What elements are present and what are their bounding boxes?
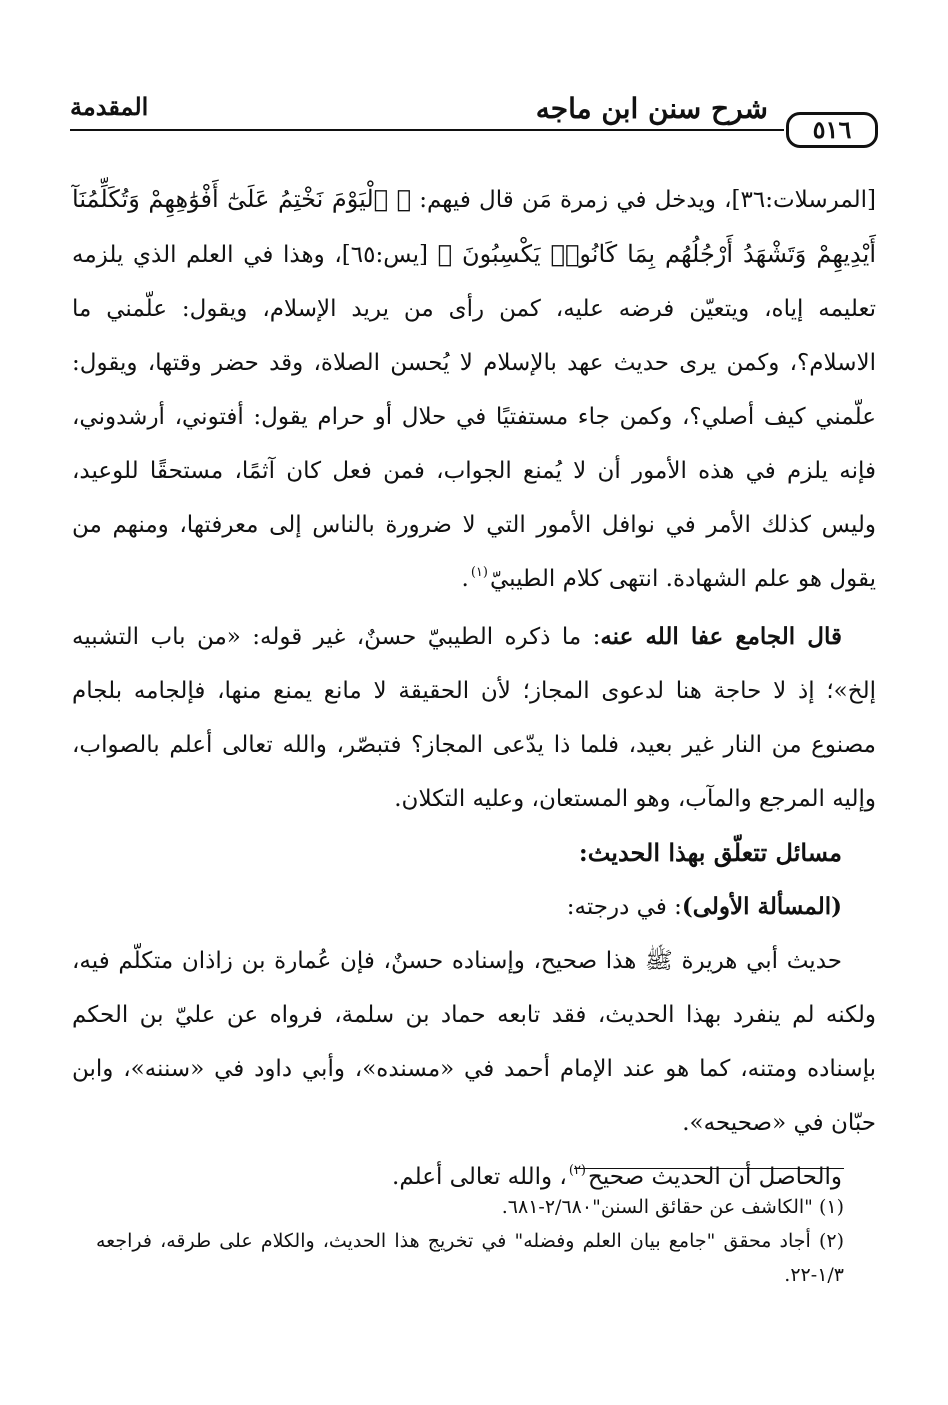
header-rule	[70, 129, 784, 131]
section-title: المقدمة	[70, 92, 149, 121]
paragraph-2	[72, 610, 876, 826]
footnotes	[96, 1190, 844, 1292]
paragraph-2-body: : ما ذكره الطيبيّ حسنٌ، غير قوله: «من باب التشبيه إلخ»؛ إذ لا حاجة هنا لدعوى المجاز؛ لأن الحقيقة لا مانع يمنع منها، فإلجامه بلجام مصنوع من النار غير بعيد، فلما ذا يدّعى المجاز؟ فتبصّر، والله تعالى أعلم بالصواب، وإليه المرجع والمآب، وهو المستعان، وعليه التكلان.	[72, 624, 876, 812]
footnote-2: (٢) أجاد محقق "جامع بيان العلم وفضله" في تخريج هذا الحديث، والكلام على طرقه، فراجعه ١/٣-٢٢.	[96, 1230, 844, 1286]
question-1-label: (المسألة الأولى)	[681, 893, 842, 920]
paragraph-3: حديث أبي هريرة ﷺ هذا صحيح، وإسناده حسنٌ، فإن عُمارة بن زاذان متكلّم فيه، ولكنه لم ينفرد بهذا الحديث، فقد تابعه حماد بن سلمة، فرواه عن عليّ بن الحكم بإسناده ومتنه، كما هو عند الإمام أحمد في «مسنده»، وأبي داود في «سننه»، وابن حبّان في «صحيحه».	[72, 948, 876, 1136]
footnote-ref-2: (٢)	[568, 1163, 586, 1178]
footnote-1: (١) "الكاشف عن حقائق السنن"٢/٦٨٠-٦٨١.	[501, 1196, 844, 1218]
paragraph-1-body: [يس:٦٥]، وهذا في العلم الذي يلزمه تعليمه إياه، ويتعيّن فرضه عليه، كمن رأى من يريد الإسلام، ويقول: علّمني ما الاسلام؟، وكمن يرى حديث عهد بالإسلام لا يُحسن الصلاة، وقد حضر وقتها، ويقول: علّمني كيف أصلي؟، وكمن جاء مستفتيًا في حلال أو حرام يقول: أفتوني، أرشدوني، فإنه يلزم في هذه الأمور أن لا يُمنع الجواب، فمن فعل كان آثمًا، مستحقًا للوعيد، وليس كذلك الأمر في نوافل الأمور التي لا ضرورة بالناس إلى معرفتها، ومنهم من يقول هو علم الشهادة. انتهى كلام الطيبيّ	[72, 242, 876, 592]
footnote-separator	[574, 1168, 844, 1169]
book-title: شرح سنن ابن ماجه	[535, 92, 768, 125]
question-1	[72, 880, 876, 934]
paragraph-1-start: [المرسلات:٣٦]، ويدخل في زمرة مَن قال فيهم:	[411, 187, 877, 213]
paragraph-1-end: .	[461, 566, 469, 592]
page-header	[70, 88, 878, 158]
paragraph-4-end: ، والله تعالى أعلم.	[392, 1164, 567, 1190]
quran-verse: ﴿ ٱلْيَوْمَ نَخْتِمُ عَلَىٰٓ أَفْوَٰهِهِمْ وَتُكَلِّمُنَآ أَيْدِيهِمْ وَتَشْهَدُ أَرْجُلُهُم بِمَا كَانُوا۟ يَكْسِبُونَ ﴾	[72, 185, 877, 268]
section-heading: مسائل تتعلّق بهذا الحديث:	[578, 838, 842, 867]
paragraph-4-start: والحاصل أن الحديث صحيح	[588, 1164, 842, 1190]
paragraph-1	[72, 172, 876, 610]
author-remark-label: قال الجامع عفا الله عنه	[600, 623, 842, 650]
main-text	[72, 172, 876, 1208]
question-1-text: : في درجته:	[566, 894, 682, 920]
footnote-ref-1: (١)	[470, 565, 488, 580]
page-number-badge: ٥١٦	[786, 112, 878, 148]
